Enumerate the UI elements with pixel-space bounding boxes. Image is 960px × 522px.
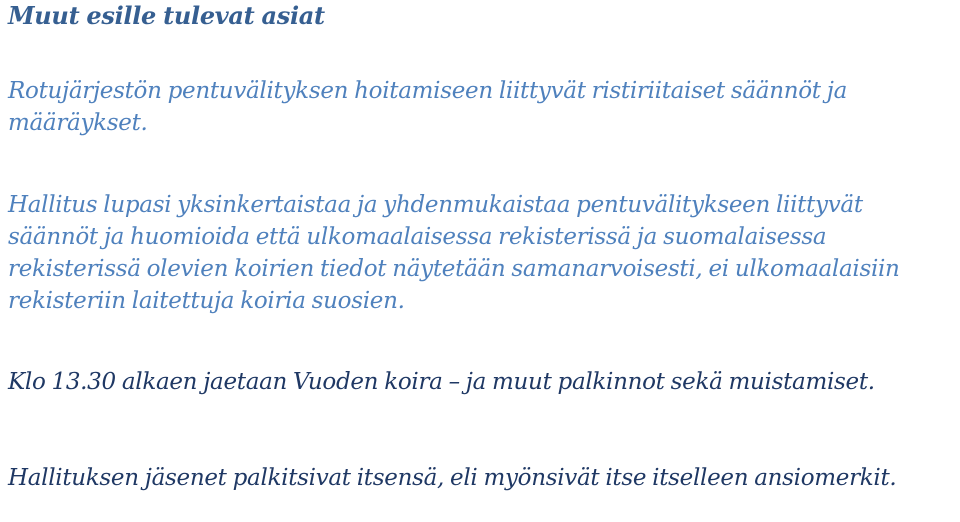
paragraph-board-merits: Hallituksen jäsenet palkitsivat itsensä, eli myönsivät itse itselleen ansiomerkit. bbox=[8, 465, 897, 491]
paragraph-awards-time: Klo 13.30 alkaen jaetaan Vuoden koira – ja muut palkinnot sekä muistamiset. bbox=[8, 369, 875, 395]
page-heading: Muut esille tulevat asiat bbox=[8, 1, 325, 30]
paragraph-board-promise: Hallitus lupasi yksinkertaistaa ja yhdenmukaistaa pentuvälitykseen liittyvät säännöt ja huomioida että ulkomaalaisessa rekisterissä ja suomalaisessa rekisterissä olevien koirien tiedot näytetään samanarvoisesti, ei ulkomaalaisiin rekisteriin laitettuja koiria suosien. bbox=[8, 192, 900, 314]
paragraph-regulations: Rotujärjestön pentuvälityksen hoitamiseen liittyvät ristiriitaiset säännöt ja määräykset. bbox=[8, 78, 847, 136]
